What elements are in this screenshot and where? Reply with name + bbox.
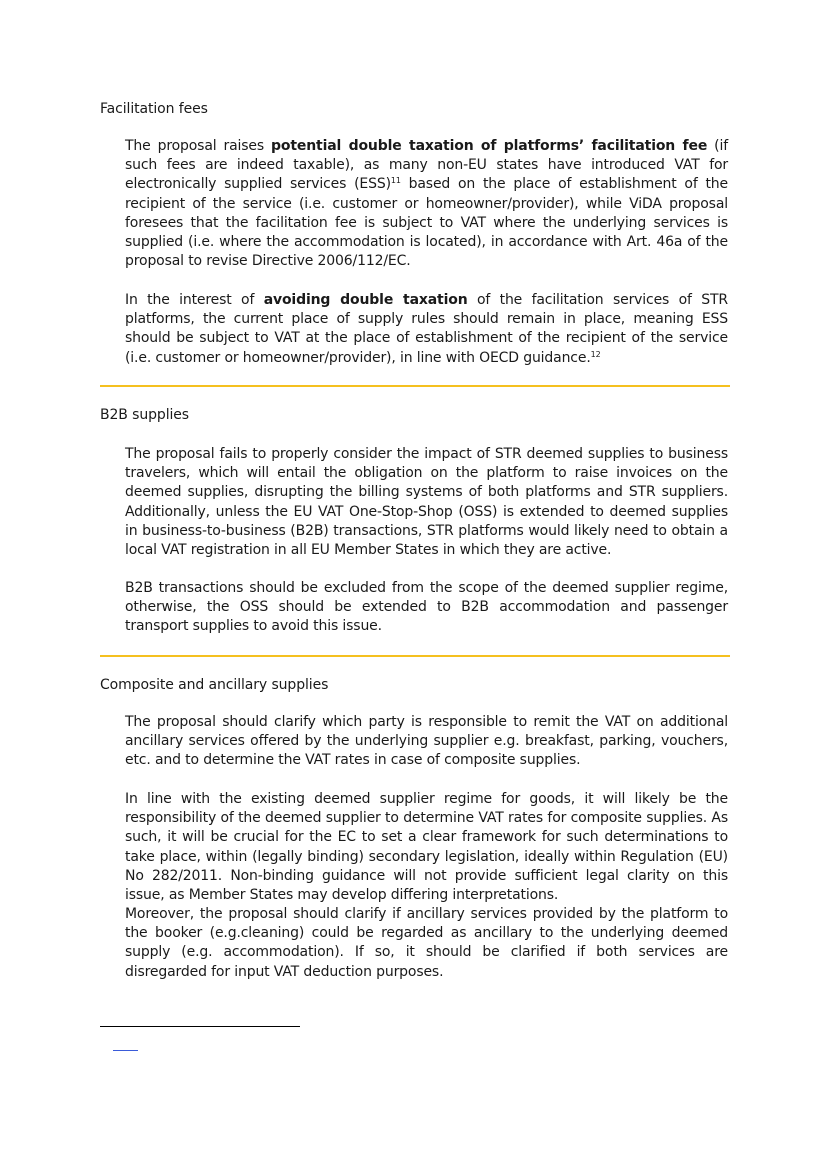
b2b-paragraph-2: B2B transactions should be excluded from the scope of the deemed supplier regime, otherwise, the OSS should be extended to B2B accommodation and passenger transport supplies to avoid this issue.	[125, 580, 728, 635]
footnote-ref-11[interactable]: 11	[390, 176, 401, 186]
composite-paragraph-1: The proposal should clarify which party is responsible to remit the VAT on additional ancillary services offered by the underlying supplier e.g. breakfast, parking, vouchers, etc. and to determine the VAT rates in case of composite supplies.	[125, 714, 728, 769]
b2b-paragraph-1: The proposal fails to properly consider the impact of STR deemed supplies to business travelers, which will entail the obligation on the platform to raise invoices on the deemed supplies, disrupting the billing systems of both platforms and STR suppliers. Additionally, unless the EU VAT One-Stop-Shop (OSS) is extended to deemed supplies in business-to-business (B2B) transactions, STR platforms would likely need to obtain a local VAT registration in all EU Member States in which they are active.	[125, 446, 728, 559]
composite-paragraph-2: In line with the existing deemed supplier regime for goods, it will likely be the responsibility of the deemed supplier to determine VAT rates for composite supplies. As such, it will be crucial for the EC to set a clear framework for such determinations to take place, within (legally binding) secondary legislation, ideally within Regulation (EU) No 282/2011. Non-binding guidance will not provide sufficient legal clarity on this issue, as Member States may develop differing interpretations.	[125, 791, 728, 904]
facilitation-paragraph-2: In the interest of avoiding double taxation of the facilitation services of STR platforms, the current place of supply rules should remain in place, meaning ESS should be subject to VAT at the place of establishment of the recipient of the service (i.e. customer or homeowner/provider), in line with OECD guidance.$^{12}$	[125, 292, 728, 366]
footnote-separator	[100, 1026, 300, 1027]
section-heading-b2b-supplies: B2B supplies	[100, 407, 189, 423]
composite-paragraph-3: Moreover, the proposal should clarify if ancillary services provided by the platform to the booker (e.g.cleaning) could be regarded as ancillary to the underlying deemed supply (e.g. accommodation). If so, it should be clarified if both services are disregarded for input VAT deduction purposes.	[125, 906, 728, 980]
section-heading-composite-ancillary: Composite and ancillary supplies	[100, 677, 329, 693]
footnote-link[interactable]	[113, 1050, 138, 1051]
section-divider	[100, 385, 730, 387]
section-heading-facilitation-fees: Facilitation fees	[100, 101, 208, 117]
facilitation-paragraph-1: The proposal raises potential double taxation of platforms’ facilitation fee (if such fees are indeed taxable), as many non-EU states have introduced VAT for electronically supplied services (ESS)$^{11}$ based on the place of establishment of the recipient of the service (i.e. customer or homeowner/provider), while ViDA proposal foresees that the facilitation fee is subject to VAT where the underlying services is supplied (i.e. where the accommodation is located), in accordance with Art. 46a of the proposal to revise Directive 2006/112/EC.	[125, 138, 728, 270]
footnote-ref-12[interactable]: 12	[590, 349, 601, 359]
section-divider	[100, 655, 730, 657]
